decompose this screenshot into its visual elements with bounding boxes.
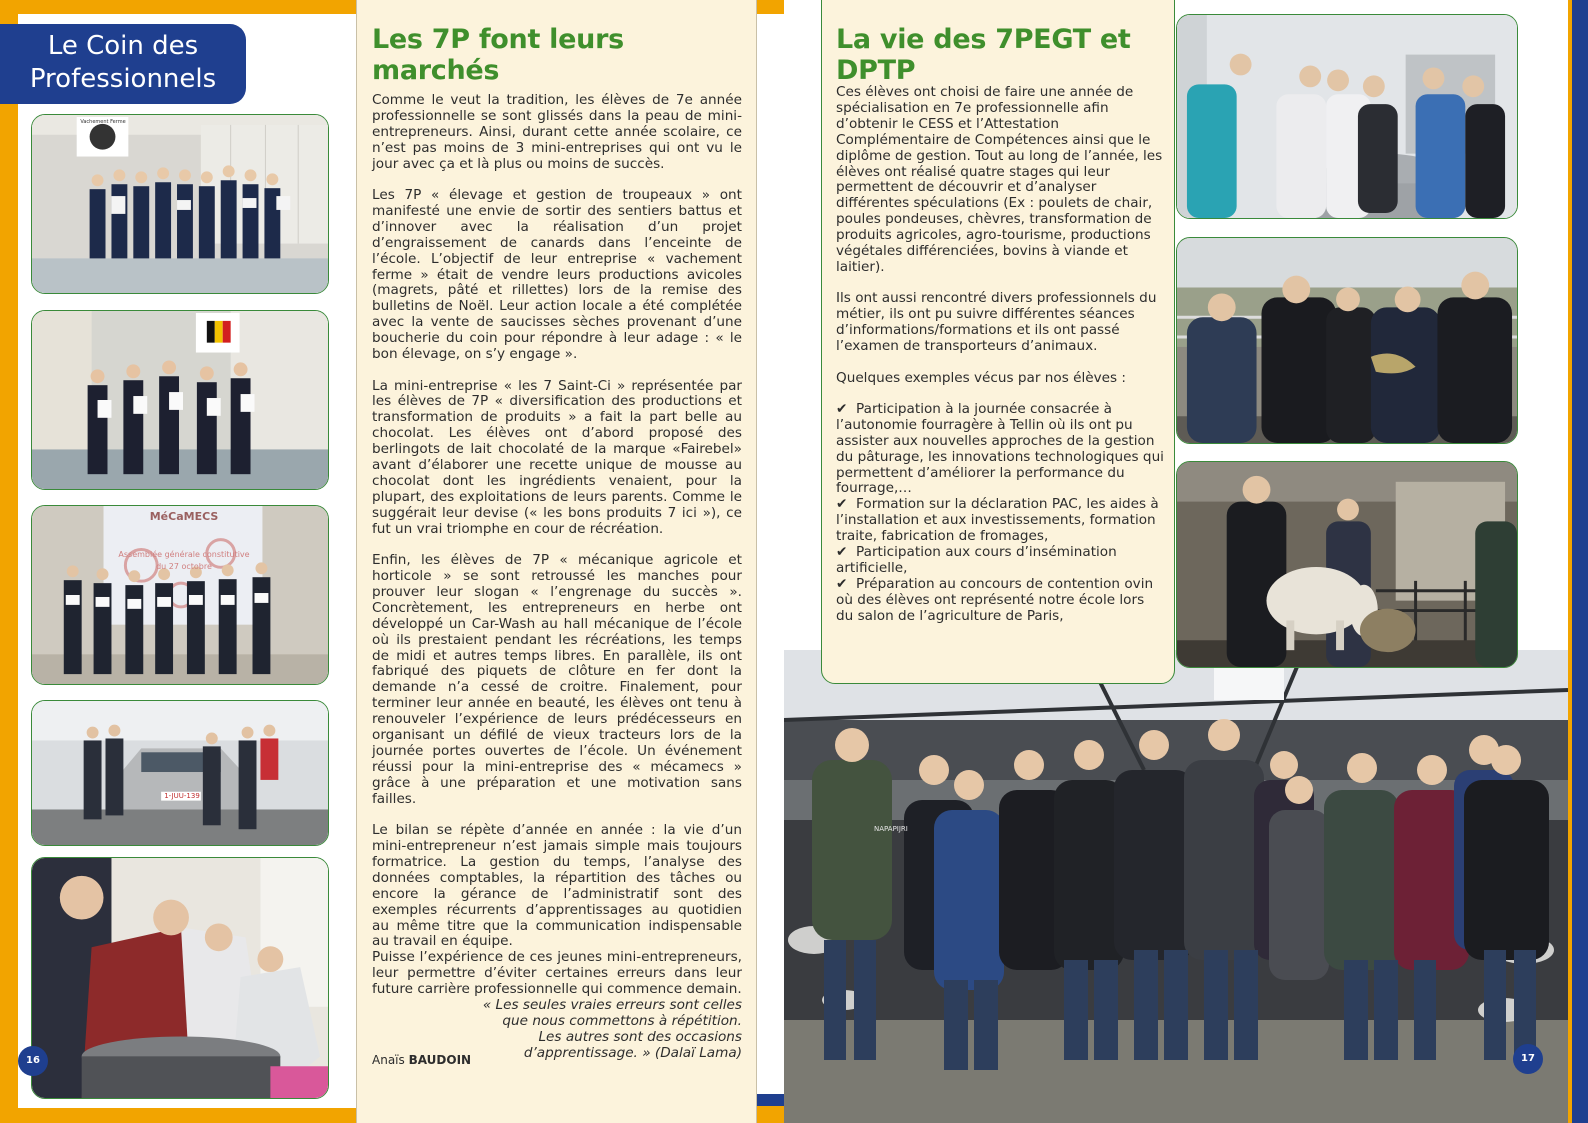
- section-header-line2: Professionnels: [29, 64, 217, 94]
- bullet-item: [836, 497, 1164, 545]
- left-article-title: Les 7P font leurs marchés: [372, 24, 624, 86]
- page-number-left: 16: [18, 1046, 48, 1076]
- check-icon: ✔: [836, 400, 848, 417]
- left-article-col-bottom-blue: [757, 1094, 784, 1106]
- photo-chocolate-cooking: [31, 857, 329, 1099]
- left-page-orange-spine: [0, 0, 18, 1123]
- right-page-blue-spine: [1572, 0, 1588, 1123]
- slide-title: MéCaMECS: [149, 510, 219, 523]
- quote-line: que nous commettons à répétition.: [502, 1012, 742, 1029]
- left-article-paragraph: La mini-entreprise « les 7 Saint-Ci » représentée par les élèves de 7P « diversification des productions et transformation de produits » a fait la part belle au chocolat. Les élèves ont d’abord proposé des berlingots de lait chocolaté de la marque «Fairebel» avant d’élaborer une recette unique de mousse au chocolat dont les ingrédients venaient, pour la plupart, des exploitations de leurs parents. Comme le suggérait leur devise (« les bons produits 7 ici »), ce fut un vrai triomphe en cour de récréation.: [372, 377, 742, 537]
- photo-forage-examination: [1176, 237, 1518, 444]
- bullet-text: Participation aux cours d’insémination artificielle,: [836, 544, 1117, 576]
- jacket-brand-text: NAPAPIJRI: [874, 825, 908, 833]
- left-article-closing: Le bilan se répète d’année en année : la vie d’un mini-entrepreneur n’est jamais simple mais toujours formatrice. La gestion du temps, l’analyse des données comptables, la répartition des tâches ou encore la gérance de l’administratif sont des exemples récurrents d’apprentissages au quotidien au même titre que la communication indispensable au travail en équipe.: [372, 822, 742, 950]
- photo-big-group-barn: [784, 650, 1568, 1123]
- quote-line: « Les seules vraies erreurs sont celles: [482, 997, 742, 1014]
- right-article-title: La vie des 7PEGT et DPTP: [836, 24, 1131, 86]
- quote-line: Les autres sont des occasions: [538, 1028, 742, 1045]
- photo-saint-ci-group: [31, 310, 329, 490]
- bullet-item: [836, 577, 1164, 625]
- section-header-badge: [0, 24, 246, 104]
- page-number-right: 17: [1513, 1044, 1543, 1074]
- left-article-paragraph: Les 7P « élevage et gestion de troupeaux » ont manifesté une envie de sortir des sentiers battus et d’innover avec la réalisation d’un projet d’engraissement de canards dans l’enceinte de l’école. L’objectif de leur entreprise « vachement ferme » était de vendre leurs productions avicoles (magrets, pâté et rillettes) lors de la remise des bulletins de Noël. Leur action locale a été complétée avec la vente de saucisses sèches provenant d’une boucherie du coin pour répondre à leur adage : « le bon élevage, on s’y engage ».: [372, 187, 742, 363]
- left-bottom-orange-band: [0, 1108, 360, 1123]
- car-license-plate: 1-JUU-139: [164, 792, 200, 800]
- photo-car-wash: [31, 700, 329, 846]
- left-article-closing-2: Puisse l’expérience de ces jeunes mini-entrepreneurs, leur permettre d’éviter certaines erreurs dans leur future carrière professionnelle qui commence demain.: [372, 949, 742, 998]
- author-first-name: Anaïs: [372, 1053, 405, 1067]
- left-article-paragraph: Enfin, les élèves de 7P « mécanique agricole et horticole » se sont retroussé les manches pour prouver leur slogan « l’engrenage du succès ». Concrètement, les entrepreneurs en herbe ont développé un Car-Wash au hall mécanique de l’école où ils prestaient pendant les récréations, les temps de midi et autres temps libres. En parallèle, ils ont fabriqué des piquets de clôture en fer dont la demande n’a cessé de croitre. Finalement, pour terminer leur année en beauté, les élèves ont tenu à renouveler l’expérience de leurs prédécesseurs en organisant un défilé de vieux tracteurs lors de la journée portes ouvertes de l’école. Un événement réussi pour la mini-entreprise des « mécamecs » grâce à une préparation et une motivation sans failles.: [372, 552, 742, 807]
- check-icon: ✔: [836, 544, 848, 561]
- bullet-text: Formation sur la déclaration PAC, les aides à l’installation et aux investissements, formation traite, fabrication de fromages,: [836, 496, 1159, 545]
- photo-dairy-workshop: [1176, 14, 1518, 219]
- bullet-item: [836, 545, 1164, 577]
- right-page-orange-edge: [1568, 0, 1572, 1123]
- left-article-body: [372, 93, 742, 1062]
- left-article-author: [372, 1053, 471, 1067]
- right-article-paragraph: Quelques exemples vécus par nos élèves :: [836, 369, 1126, 386]
- bullet-text: Participation à la journée consacrée à l’autonomie fourragère à Tellin où ils ont pu assister aux nouvelles approches de la gestion du pâturage, les innovations technologiques qui permettent d’améliorer la performance du fourrage,…: [836, 400, 1164, 497]
- photo-sheep-handling: [1176, 461, 1518, 668]
- slide-subtitle-1: Assemblée générale constitutive: [118, 550, 250, 559]
- check-icon: ✔: [836, 575, 848, 592]
- right-article-bullet-list: [836, 402, 1164, 625]
- left-top-orange-band: [0, 0, 360, 14]
- bullet-item: [836, 402, 1164, 497]
- left-article-paragraph: Comme le veut la tradition, les élèves de 7e année professionnelle se sont glissés dans la peau de mini-entrepreneurs. Ainsi, durant cette année scolaire, ce n’est pas moins de 3 mini-entreprises qui ont vu le jour avec ça et là plus ou moins de succès.: [372, 92, 742, 172]
- right-article-body: [836, 85, 1164, 625]
- photo-vachement-ferme-group: [31, 114, 329, 294]
- section-header-line1: Le Coin des: [47, 31, 199, 61]
- photo-mecamecs-group: [31, 505, 329, 685]
- right-article-intro: Ces élèves ont choisi de faire une année de spécialisation en 7e professionnelle afin d’obtenir le CESS et l’Attestation Complémentaire de Compétences ainsi que le diplôme de gestion. Tout au long de l’année, les élèves ont réalisé quatre stages qui leur permettent de découvrir et d’analyser différentes spéculations (Ex : poulets de chair, poules pondeuses, chèvres, transformation de produits agricoles, agro-tourisme, productions végétales différenciées, bovins à viande et laitier).: [836, 84, 1163, 275]
- left-article-col-top-accent: [757, 0, 784, 14]
- check-icon: ✔: [836, 496, 848, 513]
- quote-line: d’apprentissage. » (Dalaï Lama): [523, 1044, 742, 1061]
- right-article-paragraph: Ils ont aussi rencontré divers professionnels du métier, ils ont pu suivre différentes séances d’informations/formations et ils ont passé l’examen de transporteurs d’animaux.: [836, 290, 1157, 355]
- bullet-text: Préparation au concours de contention ovin où des élèves ont représenté notre école lors du salon de l’agriculture de Paris,: [836, 575, 1154, 624]
- slide-subtitle-2: du 27 octobre: [156, 562, 212, 571]
- author-last-name: BAUDOIN: [408, 1053, 472, 1067]
- photo-logo-text: Vachement Ferme: [80, 119, 126, 125]
